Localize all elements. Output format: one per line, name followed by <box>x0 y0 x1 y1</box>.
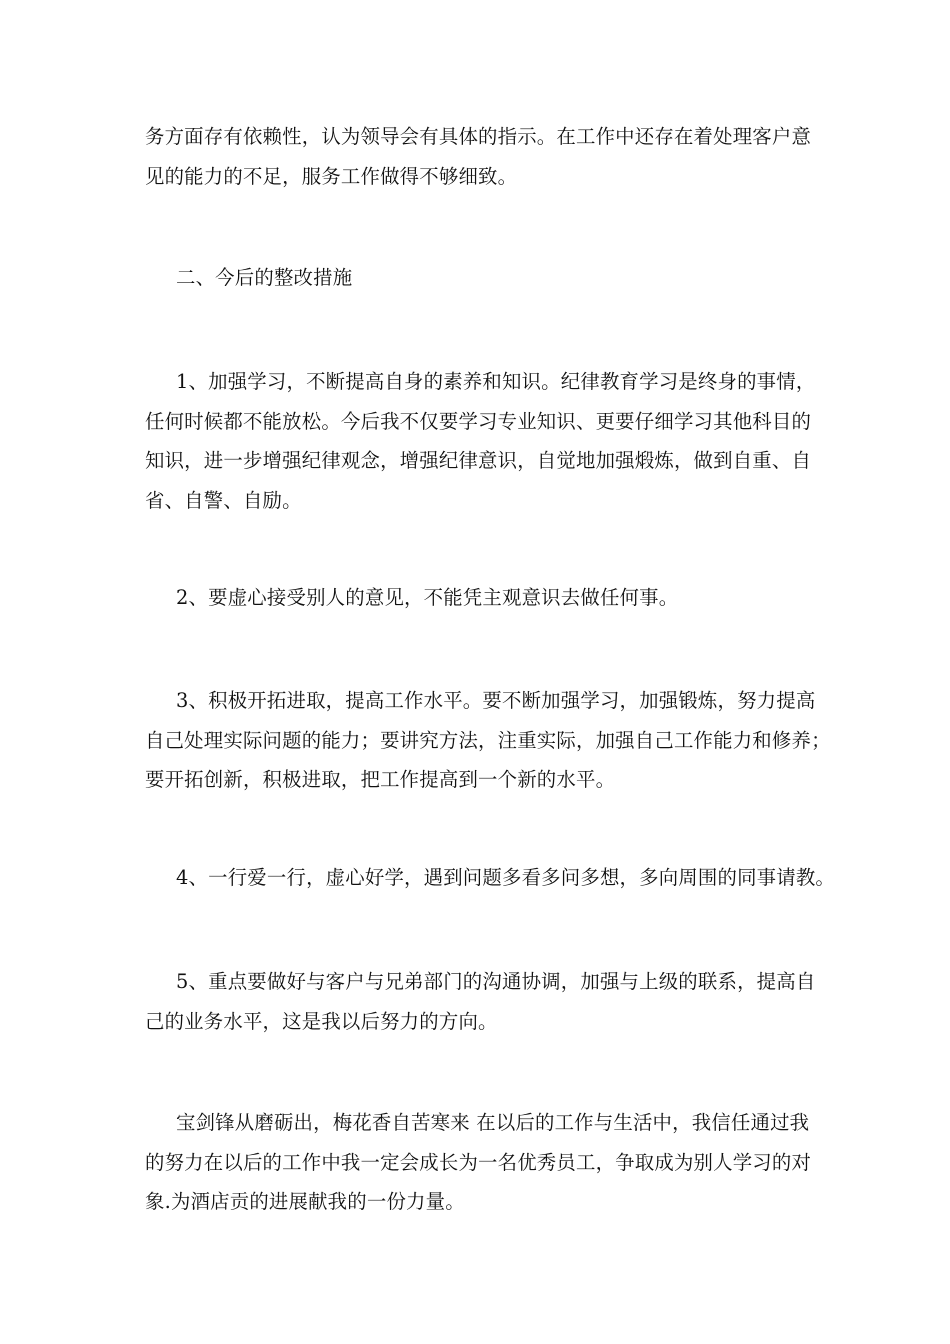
text-line: 4、一行爱一行，虚心好学，遇到问题多看多问多想，多向周围的同事请教。 <box>176 866 836 889</box>
text-line: 知识，进一步增强纪律观念，增强纪律意识，自觉地加强煅炼，做到自重、自 <box>145 449 812 472</box>
text-line: 省、自警、自励。 <box>145 488 302 512</box>
paragraph-continuation <box>145 117 811 196</box>
text-line: 宝剑锋从磨砺出，梅花香自苦寒来 在以后的工作与生活中，我信任通过我 <box>176 1111 810 1134</box>
text-line: 己的业务水平，这是我以后努力的方向。 <box>145 1009 498 1033</box>
text-line: 的努力在以后的工作中我一定会成长为一名优秀员工，争取成为别人学习的对 <box>145 1150 812 1174</box>
paragraph-closing <box>145 1103 811 1222</box>
text-line: 3、积极开拓进取，提高工作水平。要不断加强学习，加强锻炼，努力提高 <box>176 689 816 712</box>
text-line: 2、要虚心接受别人的意见，不能凭主观意识去做任何事。 <box>176 586 679 609</box>
text-line: 5、重点要做好与客户与兄弟部门的沟通协调，加强与上级的联系，提高自 <box>176 970 816 993</box>
paragraph-item-2 <box>145 578 811 618</box>
paragraph-item-5 <box>145 962 816 1041</box>
text-line: 自己处理实际问题的能力；要讲究方法，注重实际，加强自己工作能力和修养； <box>145 728 831 752</box>
section-heading <box>145 258 811 298</box>
heading-text: 二、今后的整改措施 <box>176 266 353 289</box>
text-line: 象.为酒店贡的进展献我的一份力量。 <box>145 1190 465 1213</box>
text-line: 任何时候都不能放松。今后我不仅要学习专业知识、更要仔细学习其他科目的 <box>145 409 812 433</box>
text-line: 务方面存有依赖性，认为领导会有具体的指示。在工作中还存在着处理客户意 <box>145 125 812 148</box>
text-line: 要开拓创新，积极进取，把工作提高到一个新的水平。 <box>145 768 616 791</box>
text-line: 见的能力的不足，服务工作做得不够细致。 <box>145 164 518 188</box>
paragraph-item-3 <box>145 681 831 800</box>
paragraph-item-4 <box>145 858 836 898</box>
paragraph-item-1 <box>145 362 816 520</box>
text-line: 1、加强学习，不断提高自身的素养和知识。纪律教育学习是终身的事情， <box>176 370 816 393</box>
